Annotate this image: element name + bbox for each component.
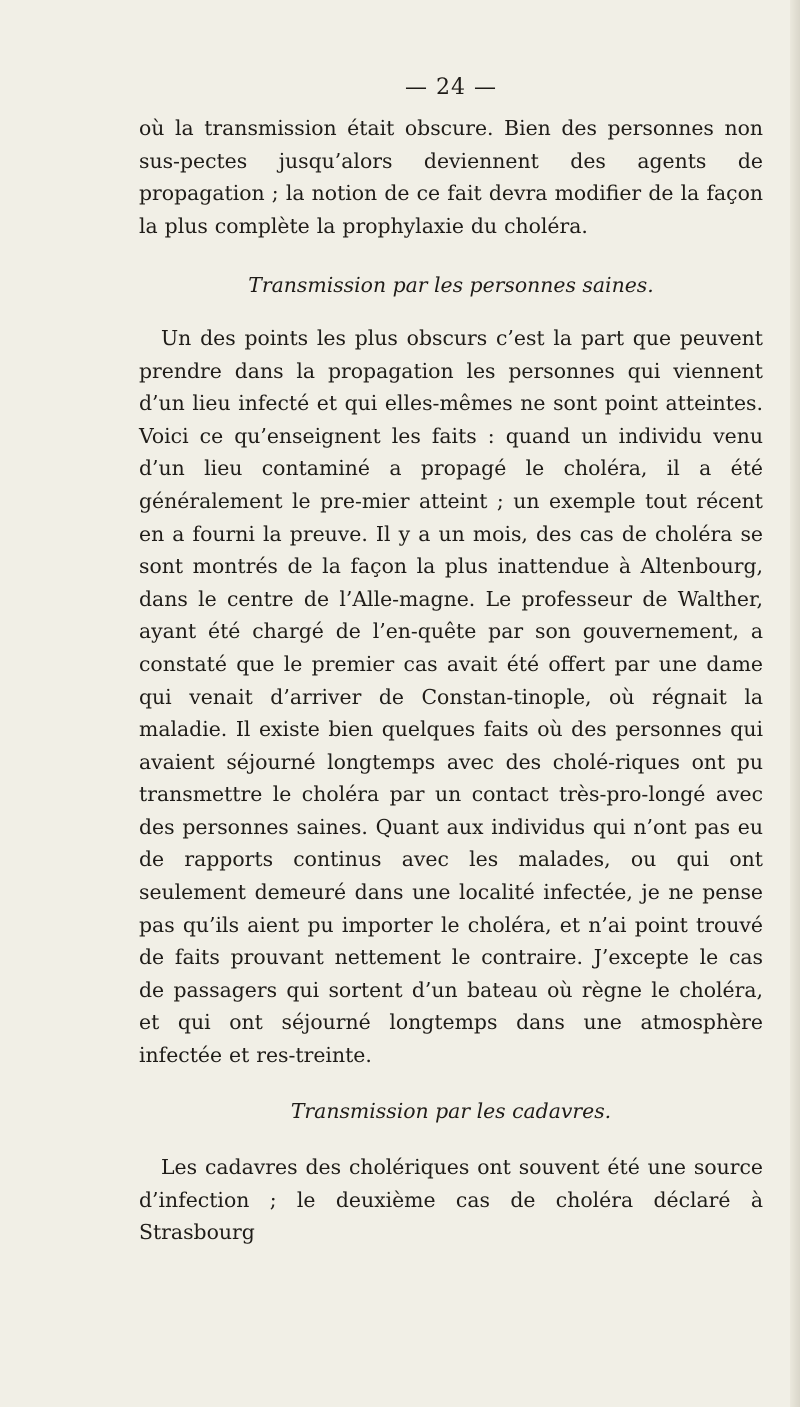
book-page bbox=[139, 74, 763, 1249]
paragraph-personnes-saines: Un des points les plus obscurs c’est la part que peuvent prendre dans la propagation les personnes qui viennent d’un lieu infecté et qui elles-mêmes ne sont point atteintes. Voici ce qu’enseignent les faits : quand un individu venu d’un lieu contaminé a propagé le choléra, il a été généralement le pre-mier atteint ; un exemple tout récent en a fourni la preuve. Il y a un mois, des cas de choléra se sont montrés de la façon la plus inattendue à Altenbourg, dans le centre de l’Alle-magne. Le professeur de Walther, ayant été chargé de l’en-quête par son gouvernement, a constaté que le premier cas avait été offert par une dame qui venait d’arriver de Constan-tinople, où régnait la maladie. Il existe bien quelques faits où des personnes qui avaient séjourné longtemps avec des cholé-riques ont pu transmettre le choléra par un contact très-pro-longé avec des personnes saines. Quant aux individus qui n’ont pas eu de rapports continus avec les malades, ou qui ont seulement demeuré dans une localité infectée, je ne pense pas qu’ils aient pu importer le choléra, et n’ai point trouvé de faits prouvant nettement le contraire. J’excepte le cas de passagers qui sortent d’un bateau où règne le choléra, et qui ont séjourné longtemps dans une atmosphère infectée et res-treinte. bbox=[139, 325, 763, 1068]
page-edge-shadow bbox=[790, 0, 800, 1407]
page-number: — 24 — bbox=[405, 75, 497, 100]
section-heading-cadavres: Transmission par les cadavres. bbox=[290, 1098, 612, 1123]
section-heading-personnes-saines: Transmission par les personnes saines. bbox=[248, 273, 654, 298]
paragraph-continued: où la transmission était obscure. Bien des personnes non sus-pectes jusqu’alors deviennent des agents de propagation ; la notion de ce fait devra modifier de la façon la plus complète la prophylaxie du choléra. bbox=[139, 116, 763, 238]
paragraph-cadavres: Les cadavres des cholériques ont souvent été une source d’infection ; le deuxième cas de choléra déclaré à Strasbourg bbox=[139, 1155, 763, 1245]
